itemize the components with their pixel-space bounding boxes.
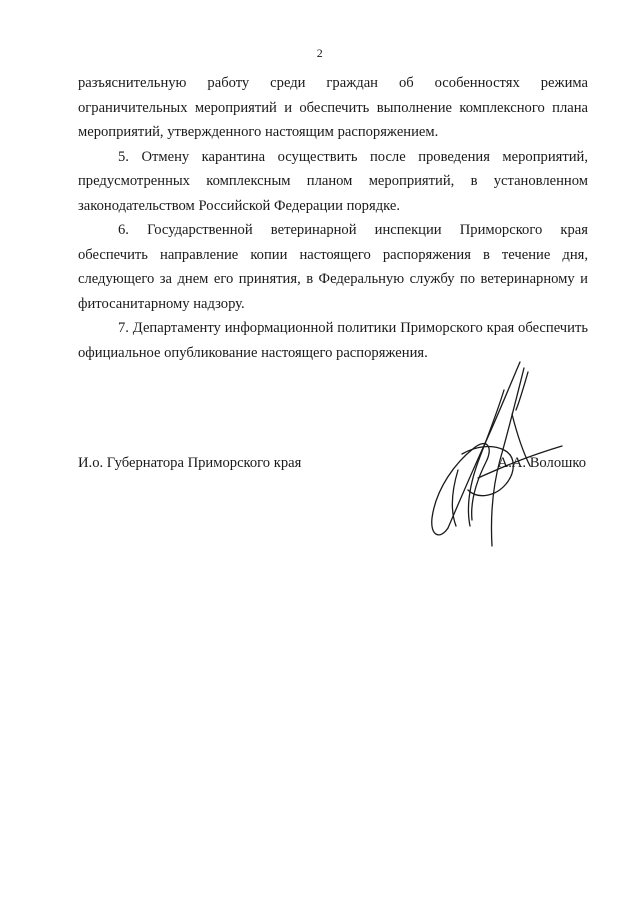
paragraph-continuation: разъяснительную работу среди граждан об особенностях режима ограничительных мероприятий и обеспечить выполнение комплексного плана мероприятий, утвержденного настоящим распоряжением. bbox=[78, 75, 588, 140]
handwritten-signature bbox=[412, 350, 572, 550]
signatory-name: А.А. Волошко bbox=[497, 455, 586, 471]
paragraph-item-7: 7. Департаменту информационной политики Приморского края обеспечить официальное опубликование настоящего распоряжения. bbox=[78, 320, 588, 361]
paragraph-item-6: 6. Государственной ветеринарной инспекции Приморского края обеспечить направление копии настоящего распоряжения в течение дня, следующего за днем его принятия, в Федеральную службу по ветеринарному и фитосанитарному надзору. bbox=[78, 222, 588, 312]
paragraph-item-5: 5. Отмену карантина осуществить после проведения мероприятий, предусмотренных комплексным планом мероприятий, в установленном законодательством Российской Федерации порядке. bbox=[78, 148, 588, 214]
page-number: 2 bbox=[316, 46, 324, 60]
signatory-title: И.о. Губернатора Приморского края bbox=[78, 455, 302, 471]
document-body bbox=[78, 71, 588, 365]
